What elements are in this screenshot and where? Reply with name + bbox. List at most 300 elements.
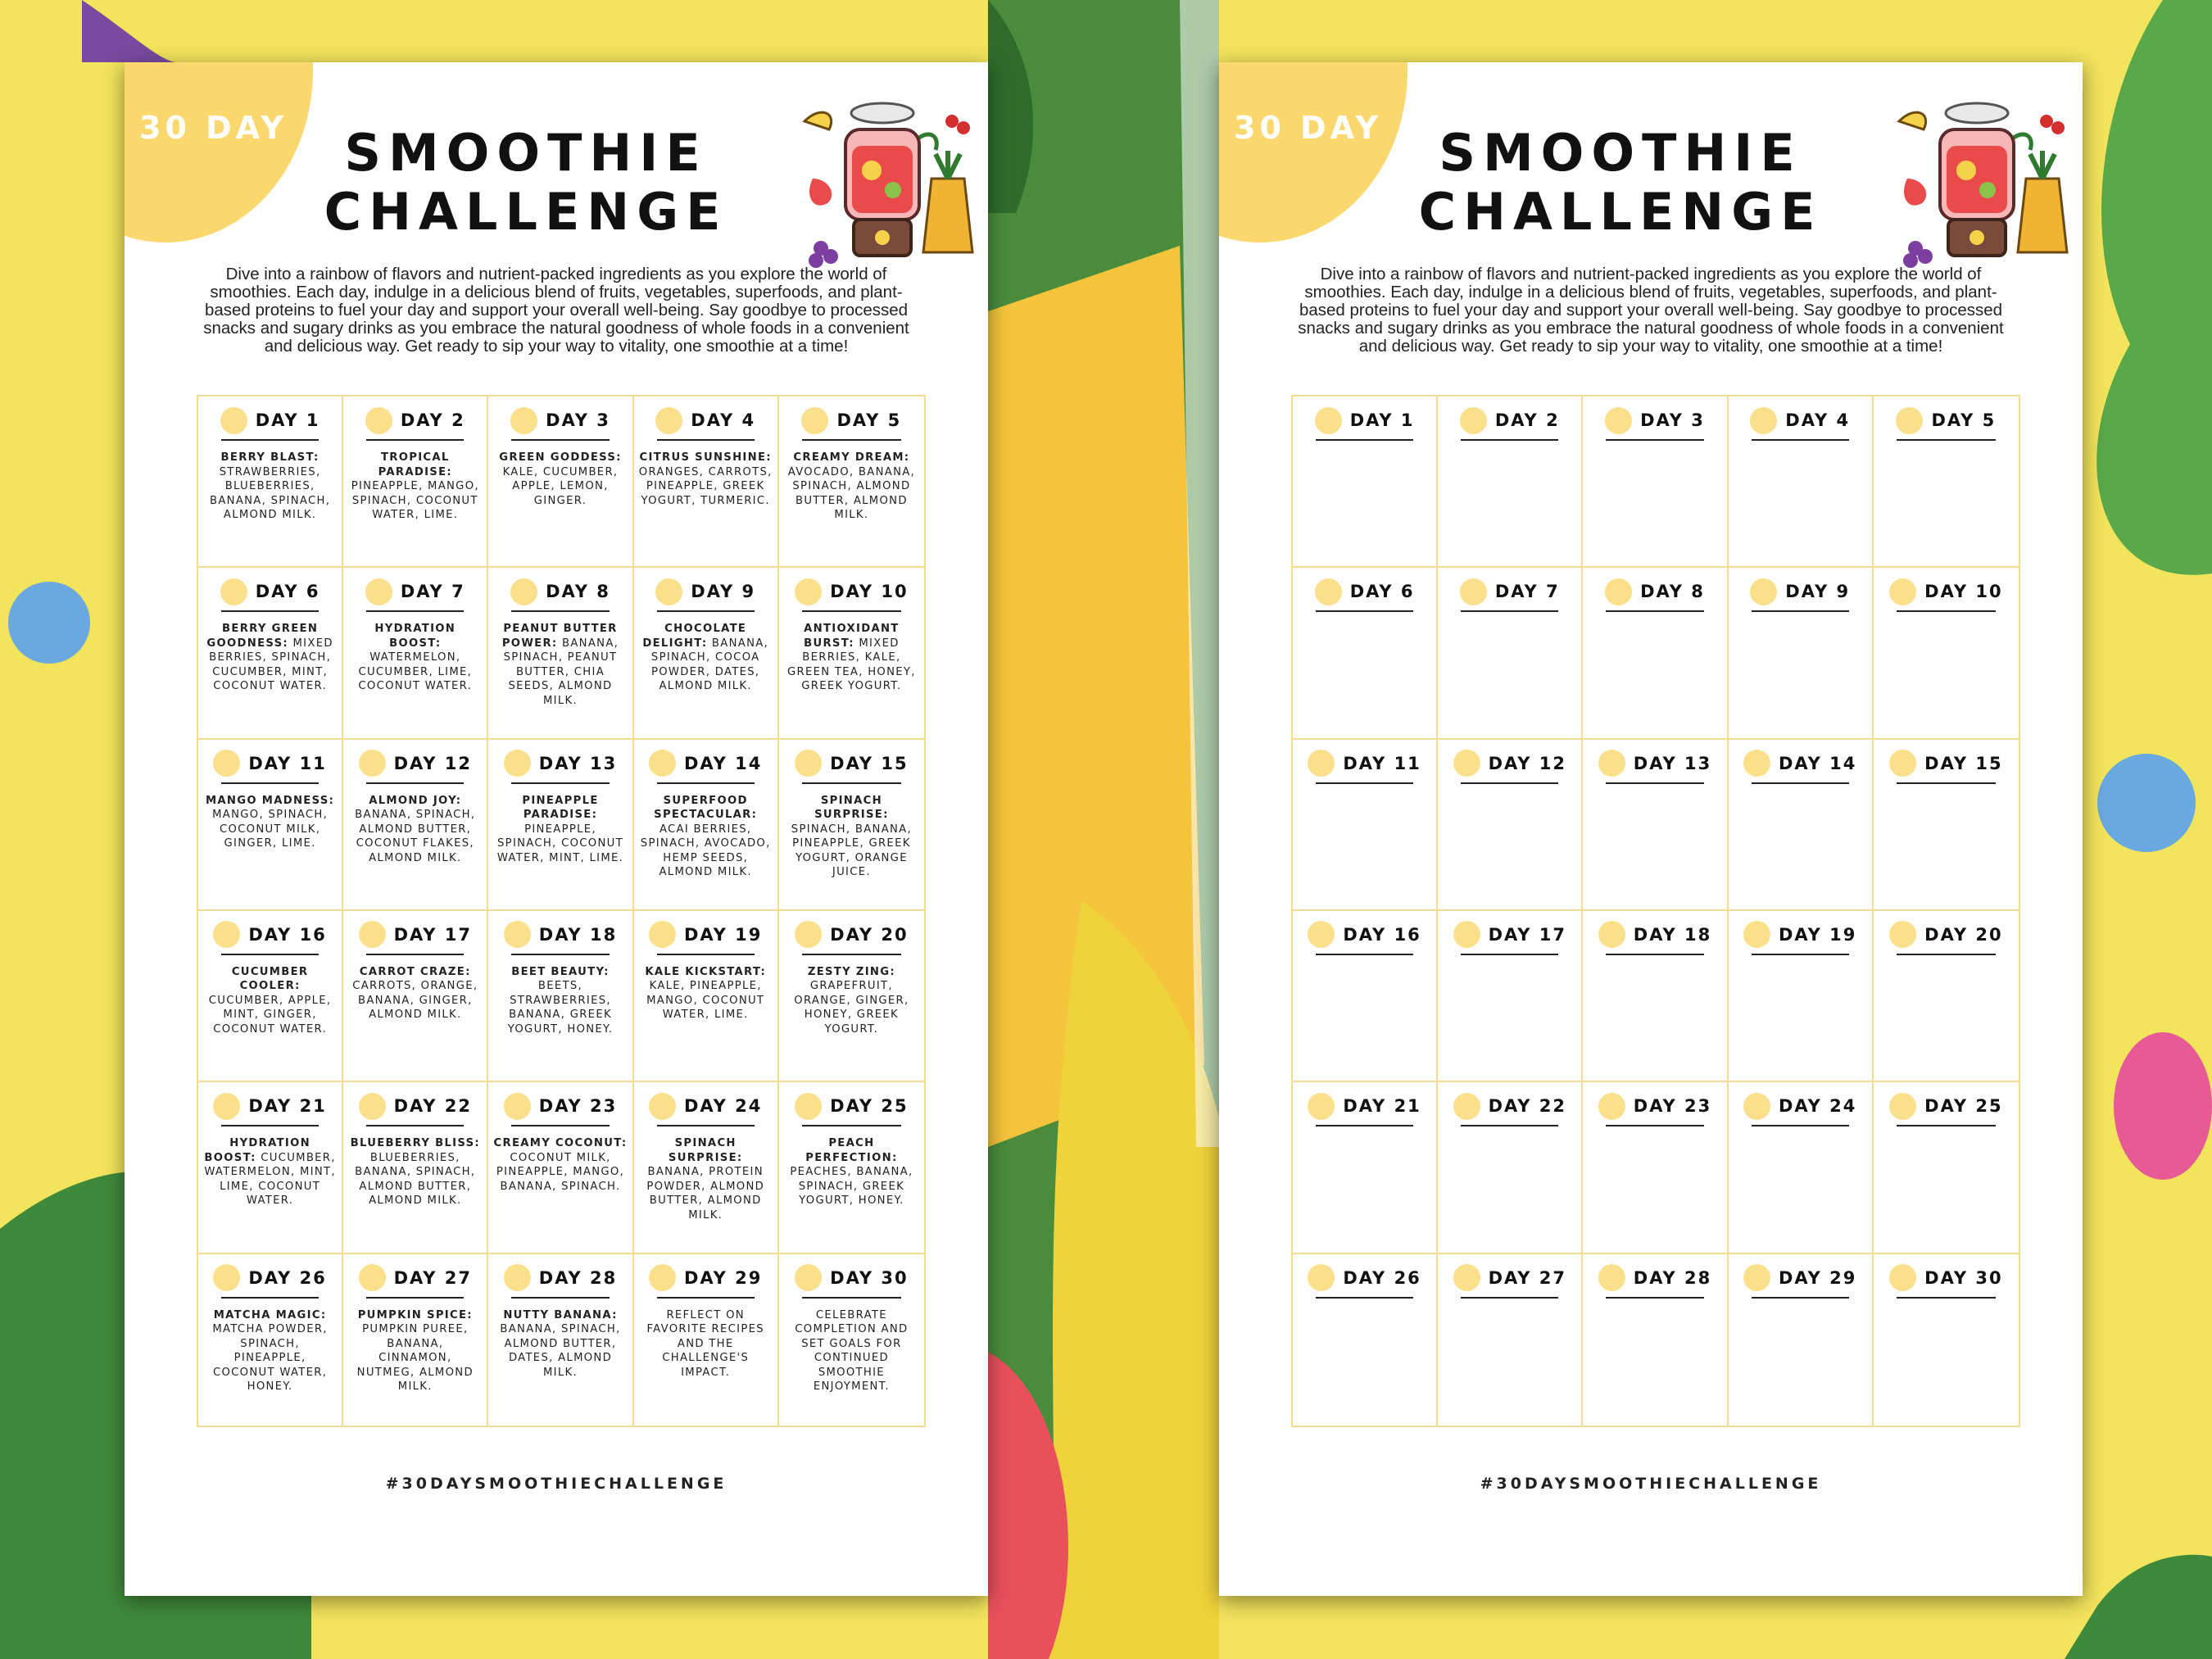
day-cell [343, 397, 488, 568]
day-checkbox-circle[interactable] [1750, 407, 1777, 434]
day-underline [366, 1125, 464, 1126]
day-checkbox-circle[interactable] [1598, 1264, 1625, 1291]
recipe-text [493, 1136, 627, 1194]
day-checkbox-circle[interactable] [1308, 921, 1335, 948]
day-checkbox-circle[interactable] [649, 1093, 676, 1120]
title-line-2: CHALLENGE [1418, 182, 1823, 242]
day-label: DAY 3 [546, 410, 610, 430]
day-label: DAY 26 [1343, 1267, 1421, 1288]
day-header [493, 750, 627, 777]
day-header [1588, 750, 1721, 777]
intro-paragraph: Dive into a rainbow of flavors and nutrient-packed ingredients as you explore the world of smoothies. Each day, indulge in a delicious blend of fruits, vegetables, superfoods, and plant-based proteins to fuel your day and support your overall well-being. Say goodbye to processed snacks and sugary drinks as you embrace the natural goodness of whole foods in a convenient and delicious way. Get ready to sip your way to vitality, one smoothie at a time! [203, 265, 909, 356]
day-checkbox-circle[interactable] [1743, 1093, 1770, 1120]
day-header [784, 921, 919, 949]
day-checkbox-circle[interactable] [1889, 1264, 1916, 1291]
day-label: DAY 26 [248, 1267, 327, 1288]
day-cell[interactable] [1874, 1254, 2019, 1426]
day-underline [1897, 954, 1996, 955]
day-checkbox-circle[interactable] [1889, 578, 1916, 605]
day-header [348, 578, 482, 605]
day-label: DAY 2 [1494, 410, 1560, 430]
recipe-text [784, 965, 919, 1037]
day-header [1298, 578, 1431, 605]
day-cell[interactable] [1438, 1082, 1583, 1253]
recipe-text [493, 622, 627, 708]
day-underline [1461, 782, 1558, 784]
day-checkbox-circle[interactable] [1889, 750, 1916, 777]
day-header [1588, 1264, 1721, 1292]
recipe-ingredients: AVOCADO, BANANA, SPINACH, ALMOND BUTTER, ALMOND MILK. [787, 465, 916, 521]
day-label: DAY 17 [1488, 924, 1566, 945]
day-cell[interactable] [1293, 911, 1438, 1082]
day-checkbox-circle[interactable] [795, 578, 822, 605]
recipe-text [203, 451, 337, 523]
day-cell[interactable] [1438, 911, 1583, 1082]
day-checkbox-circle[interactable] [795, 750, 822, 777]
day-checkbox-circle[interactable] [1743, 921, 1770, 948]
day-underline [1752, 439, 1849, 441]
day-header [1443, 750, 1576, 777]
day-header [639, 1092, 773, 1120]
day-underline [511, 782, 609, 784]
day-underline [1461, 439, 1558, 441]
recipe-ingredients: BANANA, SPINACH, COCOA POWDER, DATES, ALMOND MILK. [650, 637, 769, 693]
day-cell[interactable] [1583, 1082, 1728, 1253]
day-label: DAY 16 [1343, 924, 1421, 945]
day-cell[interactable] [1293, 740, 1438, 911]
recipe-ingredients: KALE, PINEAPPLE, MANGO, COCONUT WATER, LIME. [646, 980, 765, 1022]
day-label: DAY 4 [1785, 410, 1851, 430]
day-underline [1316, 1125, 1413, 1126]
recipe-name: MATCHA MAGIC: [213, 1308, 327, 1321]
day-checkbox-circle[interactable] [801, 407, 828, 434]
recipe-name: CREAMY COCONUT: [493, 1137, 628, 1150]
day-underline [221, 439, 319, 441]
day-checkbox-circle[interactable] [795, 921, 822, 948]
day-underline [1606, 954, 1703, 955]
day-checkbox-circle[interactable] [504, 1093, 531, 1120]
recipe-ingredients: PINEAPPLE, SPINACH, COCONUT WATER, MINT, LIME. [496, 823, 624, 864]
day-cell[interactable] [1729, 1082, 1874, 1253]
day-checkbox-circle[interactable] [655, 578, 682, 605]
day-underline [366, 439, 464, 441]
day-checkbox-circle[interactable] [1605, 578, 1632, 605]
blender-with-fruits-icon [1891, 88, 2075, 279]
recipe-name: SUPERFOOD SPECTACULAR: [654, 794, 758, 822]
day-cell [488, 911, 633, 1082]
day-cell [634, 568, 779, 739]
day-checkbox-circle[interactable] [1743, 1264, 1770, 1291]
day-header [1298, 921, 1431, 949]
recipe-text [493, 965, 627, 1037]
recipe-name: PINEAPPLE PARADISE: [522, 794, 599, 822]
day-underline [366, 1297, 464, 1299]
day-underline [1752, 954, 1849, 955]
day-cell[interactable] [1729, 911, 1874, 1082]
day-cell[interactable] [1583, 911, 1728, 1082]
day-checkbox-circle[interactable] [649, 921, 676, 948]
day-checkbox-circle[interactable] [504, 1264, 531, 1291]
recipe-name: TROPICAL PARADISE: [378, 451, 452, 478]
day-header [1879, 578, 2014, 605]
day-checkbox-circle[interactable] [220, 578, 247, 605]
recipe-name: BEET BEAUTY: [511, 965, 610, 978]
day-underline [802, 610, 901, 612]
recipe-text [203, 794, 337, 851]
day-label: DAY 2 [400, 410, 465, 430]
day-label: DAY 13 [538, 753, 618, 773]
day-label: DAY 27 [393, 1267, 472, 1288]
day-checkbox-circle[interactable] [795, 1264, 822, 1291]
day-header [1298, 406, 1431, 434]
day-checkbox-circle[interactable] [649, 1264, 676, 1291]
recipe-text [203, 1308, 337, 1394]
day-underline [1897, 1125, 1996, 1126]
recipe-name: CHOCOLATE DELIGHT: [642, 623, 747, 650]
day-label: DAY 18 [1633, 924, 1712, 945]
day-cell[interactable] [1729, 740, 1874, 911]
day-label: DAY 22 [1488, 1096, 1566, 1117]
day-cell [343, 911, 488, 1082]
day-underline [657, 1297, 755, 1299]
day-header [1879, 406, 2014, 434]
recipe-ingredients: PEACHES, BANANA, SPINACH, GREEK YOGURT, HONEY. [790, 1166, 913, 1208]
day-header [203, 1092, 337, 1120]
day-cell[interactable] [1874, 568, 2019, 739]
day-checkbox-circle[interactable] [1453, 750, 1480, 777]
recipe-text [348, 794, 482, 866]
day-underline [657, 782, 755, 784]
recipe-text [203, 1136, 337, 1208]
day-checkbox-circle[interactable] [1598, 1093, 1625, 1120]
day-checkbox-circle[interactable] [1605, 407, 1632, 434]
day-checkbox-circle[interactable] [1453, 1093, 1480, 1120]
day-underline [1461, 1125, 1558, 1126]
day-underline [511, 610, 609, 612]
recipe-text [348, 965, 482, 1022]
recipe-text [784, 622, 919, 694]
day-cell[interactable] [1438, 740, 1583, 911]
recipe-text [639, 451, 773, 508]
day-cell[interactable] [1874, 911, 2019, 1082]
day-checkbox-circle[interactable] [213, 750, 240, 777]
day-checkbox-circle[interactable] [504, 921, 531, 948]
day-header [203, 578, 337, 605]
day-header [639, 578, 773, 605]
calendar-grid-filled [197, 395, 926, 1427]
day-cell[interactable] [1293, 397, 1438, 568]
day-cell [779, 911, 924, 1082]
day-checkbox-circle[interactable] [655, 407, 682, 434]
day-checkbox-circle[interactable] [359, 750, 386, 777]
day-checkbox-circle[interactable] [1889, 1093, 1916, 1120]
day-checkbox-circle[interactable] [1598, 750, 1625, 777]
day-cell [198, 740, 343, 911]
day-underline [1606, 439, 1703, 441]
recipe-ingredients: CUCUMBER, APPLE, MINT, GINGER, COCONUT WATER. [208, 994, 332, 1036]
day-header [784, 1092, 919, 1120]
day-underline [1606, 782, 1703, 784]
day-underline [802, 782, 901, 784]
title-line-2: CHALLENGE [324, 182, 728, 242]
day-cell[interactable] [1583, 397, 1728, 568]
recipe-name: SPINACH SURPRISE: [814, 794, 889, 822]
recipe-name: HYDRATION BOOST: [204, 1137, 310, 1164]
day-cell[interactable] [1583, 740, 1728, 911]
day-cell [343, 1254, 488, 1426]
day-underline [221, 610, 319, 612]
corner-accent-circle [1219, 62, 1407, 243]
day-header [1443, 1264, 1576, 1292]
recipe-ingredients: CELEBRATE COMPLETION AND SET GOALS FOR CONTINUED SMOOTHIE ENJOYMENT. [795, 1308, 909, 1394]
day-cell [634, 1254, 779, 1426]
day-label: DAY 15 [1924, 753, 2003, 773]
day-cell[interactable] [1874, 740, 2019, 911]
recipe-text [639, 1308, 773, 1380]
day-checkbox-circle[interactable] [1598, 921, 1625, 948]
day-header [1588, 921, 1721, 949]
day-checkbox-circle[interactable] [1453, 1264, 1480, 1291]
day-underline [802, 439, 901, 441]
day-label: DAY 9 [691, 582, 756, 602]
recipe-name: PEANUT BUTTER POWER: [501, 623, 618, 650]
day-checkbox-circle[interactable] [504, 750, 531, 777]
recipe-ingredients: MANGO, SPINACH, COCONUT MILK, GINGER, LIME. [212, 809, 329, 850]
day-header [1588, 406, 1721, 434]
day-label: DAY 29 [1778, 1267, 1857, 1288]
day-checkbox-circle[interactable] [1453, 921, 1480, 948]
day-label: DAY 21 [1343, 1096, 1421, 1117]
day-header [348, 750, 482, 777]
day-header [1734, 750, 1867, 777]
day-label: DAY 6 [1349, 582, 1415, 602]
recipe-ingredients: REFLECT ON FAVORITE RECIPES AND THE CHALLENGE'S IMPACT. [646, 1308, 764, 1379]
day-label: DAY 1 [255, 410, 320, 430]
day-header [1879, 921, 2014, 949]
day-underline [1752, 610, 1849, 612]
day-cell[interactable] [1293, 1254, 1438, 1426]
recipe-ingredients: MATCHA POWDER, SPINACH, PINEAPPLE, COCONUT WATER, HONEY. [212, 1323, 328, 1394]
filled-calendar-page [125, 62, 988, 1596]
recipe-ingredients: PINEAPPLE, MANGO, SPINACH, COCONUT WATER, LIME. [351, 480, 479, 521]
day-checkbox-circle[interactable] [795, 1093, 822, 1120]
title-line-1: SMOOTHIE [1439, 123, 1802, 183]
day-checkbox-circle[interactable] [1743, 750, 1770, 777]
day-header [639, 750, 773, 777]
day-cell[interactable] [1293, 1082, 1438, 1253]
day-cell[interactable] [1729, 1254, 1874, 1426]
recipe-name: HYDRATION BOOST: [374, 623, 456, 650]
day-cell [634, 1082, 779, 1253]
day-checkbox-circle[interactable] [1315, 407, 1342, 434]
day-checkbox-circle[interactable] [649, 750, 676, 777]
recipe-ingredients: KALE, CUCUMBER, APPLE, LEMON, GINGER. [502, 465, 619, 507]
recipe-ingredients: BLUEBERRIES, BANANA, SPINACH, ALMOND BUTTER, ALMOND MILK. [355, 1151, 476, 1208]
day-cell[interactable] [1438, 568, 1583, 739]
day-header [1734, 406, 1867, 434]
day-checkbox-circle[interactable] [1460, 578, 1487, 605]
day-label: DAY 22 [393, 1096, 472, 1117]
day-checkbox-circle[interactable] [213, 1093, 240, 1120]
day-underline [1897, 439, 1996, 441]
day-checkbox-circle[interactable] [1460, 407, 1487, 434]
recipe-ingredients: PUMPKIN PUREE, BANANA, CINNAMON, NUTMEG, ALMOND MILK. [356, 1323, 474, 1394]
day-cell[interactable] [1874, 397, 2019, 568]
day-underline [511, 439, 609, 441]
day-cell[interactable] [1729, 568, 1874, 739]
day-checkbox-circle[interactable] [220, 407, 247, 434]
recipe-name: CUCUMBER COOLER: [231, 965, 309, 993]
day-label: DAY 20 [1924, 924, 2003, 945]
day-cell[interactable] [1583, 568, 1728, 739]
day-cell [343, 1082, 488, 1253]
day-checkbox-circle[interactable] [213, 1264, 240, 1291]
recipe-text [348, 1308, 482, 1394]
day-checkbox-circle[interactable] [1308, 750, 1335, 777]
recipe-text [203, 622, 337, 694]
day-header [348, 921, 482, 949]
day-cell [198, 911, 343, 1082]
day-checkbox-circle[interactable] [1308, 1093, 1335, 1120]
recipe-name: GREEN GODDESS: [499, 451, 622, 464]
recipe-name: KALE KICKSTART: [645, 965, 767, 978]
day-label: DAY 11 [248, 753, 327, 773]
day-header [1734, 1092, 1867, 1120]
day-cell [488, 568, 633, 739]
day-label: DAY 14 [683, 753, 763, 773]
day-cell[interactable] [1438, 1254, 1583, 1426]
recipe-text [348, 622, 482, 694]
day-header [203, 1264, 337, 1292]
day-header [493, 578, 627, 605]
day-label: DAY 3 [1640, 410, 1705, 430]
day-underline [1461, 954, 1558, 955]
recipe-text [348, 1136, 482, 1208]
day-label: DAY 29 [683, 1267, 763, 1288]
day-checkbox-circle[interactable] [359, 921, 386, 948]
day-underline [511, 1297, 609, 1299]
day-cell[interactable] [1874, 1082, 2019, 1253]
day-cell [634, 740, 779, 911]
day-cell [779, 568, 924, 739]
day-label: DAY 23 [1633, 1096, 1712, 1117]
day-underline [511, 1125, 609, 1126]
day-underline [366, 610, 464, 612]
day-label: DAY 9 [1785, 582, 1851, 602]
day-underline [1316, 1297, 1413, 1299]
day-underline [802, 1297, 901, 1299]
day-label: DAY 5 [836, 410, 902, 430]
recipe-name: CREAMY DREAM: [793, 451, 910, 464]
day-cell[interactable] [1438, 397, 1583, 568]
recipe-ingredients: ORANGES, CARROTS, PINEAPPLE, GREEK YOGURT, TURMERIC. [638, 465, 773, 507]
day-underline [802, 954, 901, 955]
recipe-ingredients: MIXED BERRIES, SPINACH, CUCUMBER, MINT, COCONUT WATER. [209, 637, 333, 693]
day-underline [1316, 439, 1413, 441]
day-header [639, 921, 773, 949]
day-checkbox-circle[interactable] [510, 578, 537, 605]
day-label: DAY 5 [1931, 410, 1997, 430]
recipe-text [784, 1308, 919, 1394]
day-header [203, 406, 337, 434]
recipe-ingredients: MIXED BERRIES, KALE, GREEN TEA, HONEY, GREEK YOGURT. [787, 637, 916, 693]
corner-accent-circle [125, 62, 313, 243]
day-label: DAY 24 [683, 1096, 763, 1117]
day-label: DAY 8 [546, 582, 610, 602]
day-label: DAY 12 [393, 753, 472, 773]
day-underline [221, 782, 319, 784]
day-cell [198, 1254, 343, 1426]
recipe-text [784, 794, 919, 880]
hashtag: #30DAYSMOOTHIECHALLENGE [385, 1475, 728, 1493]
day-checkbox-circle[interactable] [1889, 921, 1916, 948]
day-header [639, 1264, 773, 1292]
day-checkbox-circle[interactable] [359, 1264, 386, 1291]
day-underline [221, 1125, 319, 1126]
day-cell[interactable] [1583, 1254, 1728, 1426]
recipe-text [348, 451, 482, 523]
day-checkbox-circle[interactable] [1750, 578, 1777, 605]
recipe-ingredients: WATERMELON, CUCUMBER, LIME, COCONUT WATER. [358, 651, 473, 693]
day-header [1879, 750, 2014, 777]
day-header [1443, 921, 1576, 949]
recipe-ingredients: BANANA, PROTEIN POWDER, ALMOND BUTTER, ALMOND MILK. [646, 1166, 765, 1222]
day-header [1734, 1264, 1867, 1292]
recipe-ingredients: ACAI BERRIES, SPINACH, AVOCADO, HEMP SEEDS, ALMOND MILK. [640, 823, 771, 879]
day-cell[interactable] [1293, 568, 1438, 739]
recipe-text [203, 965, 337, 1037]
day-cell [488, 1254, 633, 1426]
day-header [493, 1264, 627, 1292]
day-checkbox-circle[interactable] [1896, 407, 1923, 434]
recipe-text [493, 794, 627, 866]
recipe-ingredients: BANANA, SPINACH, ALMOND BUTTER, DATES, ALMOND MILK. [500, 1323, 621, 1379]
day-underline [657, 954, 755, 955]
day-cell [779, 740, 924, 911]
day-checkbox-circle[interactable] [365, 407, 392, 434]
day-label: DAY 20 [830, 924, 909, 945]
day-cell[interactable] [1729, 397, 1874, 568]
day-checkbox-circle[interactable] [365, 578, 392, 605]
recipe-ingredients: COCONUT MILK, PINEAPPLE, MANGO, BANANA, SPINACH. [496, 1151, 625, 1193]
day-label: DAY 16 [248, 924, 327, 945]
day-label: DAY 28 [538, 1267, 618, 1288]
day-underline [1752, 1125, 1849, 1126]
day-checkbox-circle[interactable] [359, 1093, 386, 1120]
day-checkbox-circle[interactable] [510, 407, 537, 434]
blank-calendar-page [1219, 62, 2083, 1596]
day-underline [1606, 610, 1703, 612]
day-header [203, 921, 337, 949]
blender-with-fruits-icon [796, 88, 981, 279]
hashtag: #30DAYSMOOTHIECHALLENGE [1480, 1475, 1822, 1493]
day-checkbox-circle[interactable] [213, 921, 240, 948]
recipe-ingredients: BANANA, SPINACH, PEANUT BUTTER, CHIA SEEDS, ALMOND MILK. [503, 637, 619, 707]
day-underline [1897, 1297, 1996, 1299]
day-underline [1316, 782, 1413, 784]
day-header [1734, 921, 1867, 949]
day-header [1879, 1092, 2014, 1120]
day-label: DAY 4 [691, 410, 756, 430]
day-checkbox-circle[interactable] [1308, 1264, 1335, 1291]
day-checkbox-circle[interactable] [1315, 578, 1342, 605]
day-header [1734, 578, 1867, 605]
day-header [348, 1264, 482, 1292]
day-cell [488, 1082, 633, 1253]
day-label: DAY 27 [1488, 1267, 1566, 1288]
day-header [1298, 750, 1431, 777]
day-header [1588, 578, 1721, 605]
